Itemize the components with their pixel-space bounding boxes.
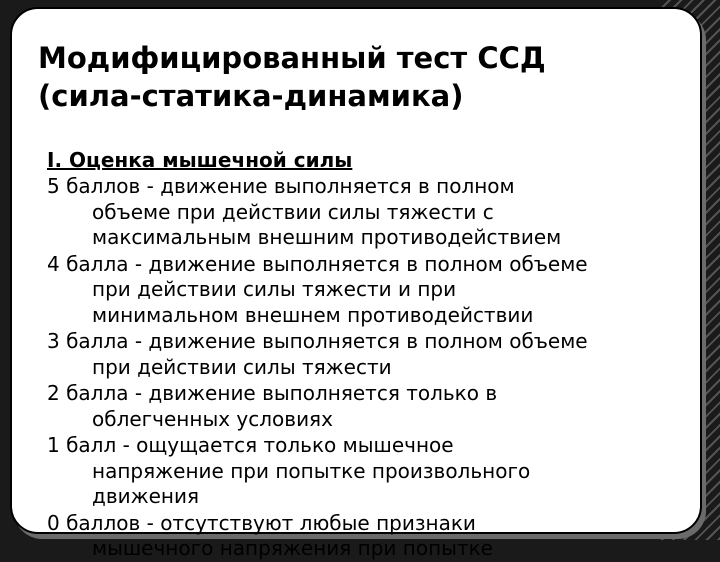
score-item-line: 1 балл - ощущается только мышечное (47, 433, 454, 457)
score-item-line: при действии силы тяжести и при (92, 277, 457, 301)
score-item-4 (47, 252, 697, 329)
score-item-line: облегченных условиях (92, 406, 333, 431)
score-item-1 (47, 433, 697, 510)
score-item-line: максимальным внешним противодействием (92, 225, 562, 249)
slide-card (10, 7, 702, 560)
score-item-3 (47, 329, 697, 380)
score-item-line: 2 балла - движение выполняется только в (47, 381, 498, 405)
score-item-line: 0 баллов - отсутствуют любые признаки (47, 510, 476, 535)
score-item-line: 4 балла - движение выполняется в полном объеме (47, 251, 588, 276)
slide-title (38, 39, 678, 115)
score-item-line: при действии силы тяжести (92, 354, 392, 379)
score-item-line: объеме при действии силы тяжести с (92, 199, 494, 224)
slide-content (47, 147, 697, 562)
slide-title-line-1: Модифицированный тест ССД (38, 41, 546, 75)
score-item-line: напряжение при попытке произвольного (92, 458, 531, 483)
score-item-0 (47, 511, 697, 562)
score-item-line: минимальном внешнем противодействии (92, 302, 534, 327)
score-item-line: мышечного напряжения при попытке (92, 536, 493, 560)
score-item-2 (47, 381, 697, 432)
section-heading: I. Оценка мышечной силы (47, 148, 353, 172)
score-item-line: движения (92, 484, 200, 508)
score-item-line: 3 балла - движение выполняется в полном объеме (47, 329, 588, 353)
slide-title-line-2: (сила-статика-динамика) (38, 79, 464, 113)
score-item-5 (47, 174, 697, 251)
score-item-line: 5 баллов - движение выполняется в полном (47, 174, 515, 198)
